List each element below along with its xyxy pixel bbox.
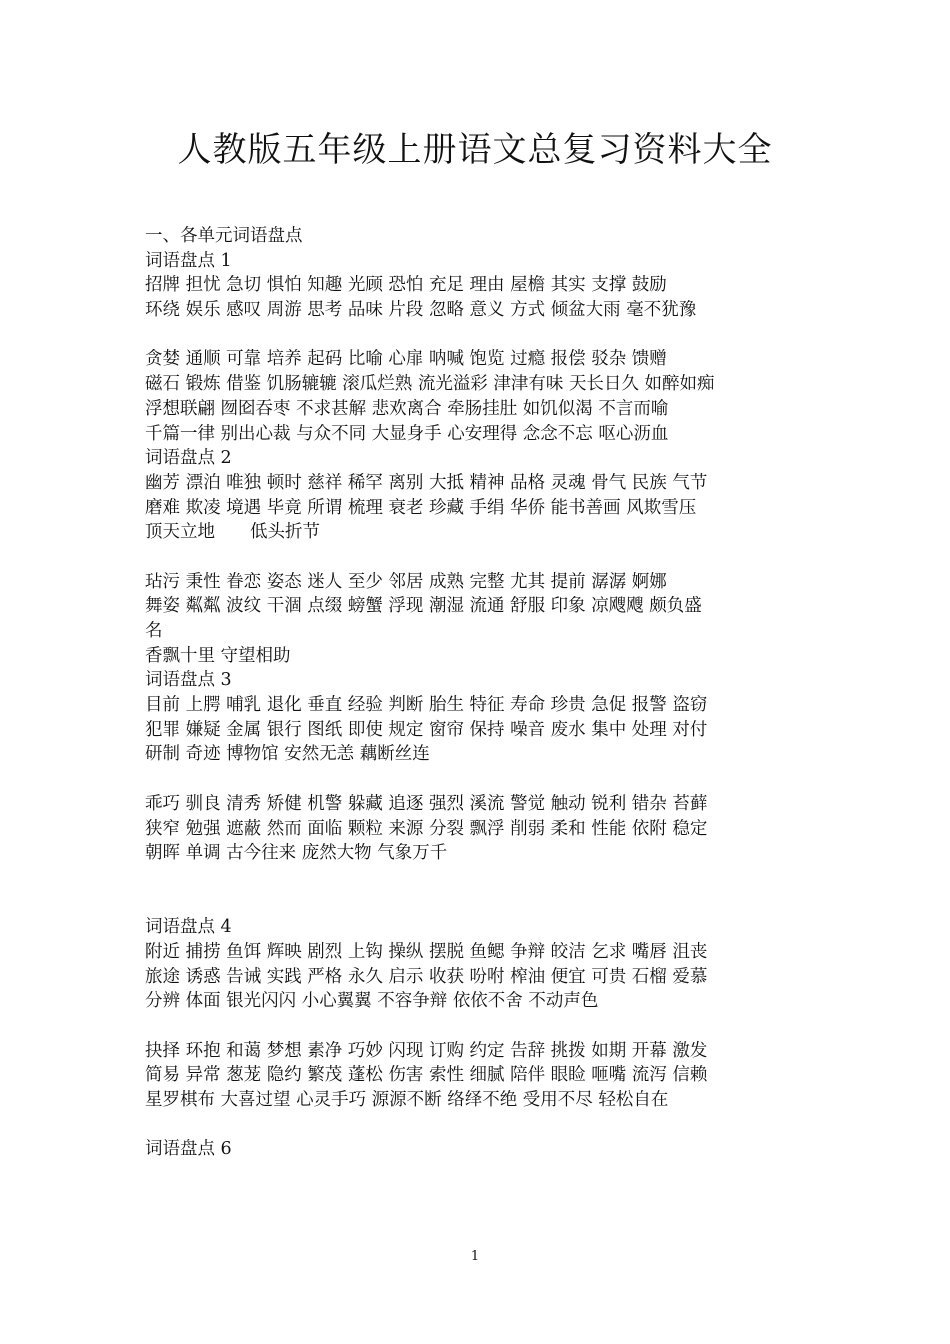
blank-line xyxy=(145,891,810,916)
word-list-line: 环绕 娱乐 感叹 周游 思考 品味 片段 忽略 意义 方式 倾盆大雨 毫不犹豫 xyxy=(145,300,697,321)
word-list-line: 狭窄 勉强 遮蔽 然而 面临 颗粒 来源 分裂 飘浮 削弱 柔和 性能 依附 稳定 xyxy=(145,818,708,839)
word-list-line: 磁石 锻炼 借鉴 饥肠辘辘 滚瓜烂熟 流光溢彩 津津有味 天长日久 如醉如痴 xyxy=(145,374,715,395)
word-list-line: 朝晖 单调 古今往来 庞然大物 气象万千 xyxy=(145,843,448,864)
word-list-line: 附近 捕捞 鱼饵 辉映 剧烈 上钩 操纵 摆脱 鱼鳃 争辩 皎洁 乞求 嘴唇 沮丧 xyxy=(145,941,708,962)
document-title: 人教版五年级上册语文总复习资料大全 xyxy=(177,130,773,170)
page-number: 1 xyxy=(470,1249,480,1264)
word-list-line: 星罗棋布 大喜过望 心灵手巧 源源不断 络绎不绝 受用不尽 轻松自在 xyxy=(145,1090,669,1111)
group-heading: 词语盘点 1 xyxy=(145,250,232,271)
group-heading: 词语盘点 3 xyxy=(145,670,232,691)
word-list-line: 简易 异常 葱茏 隐约 繁茂 蓬松 伤害 索性 细腻 陪伴 眼睑 咂嘴 流泻 信赖 xyxy=(145,1065,708,1086)
blank-line xyxy=(145,1113,810,1138)
word-list-line: 名 xyxy=(145,621,163,641)
word-list-line: 目前 上腭 哺乳 退化 垂直 经验 判断 胎生 特征 寿命 珍贵 急促 报警 盗窃 xyxy=(145,695,708,716)
section-heading: 一、各单元词语盘点 xyxy=(145,226,303,246)
word-list-line: 乖巧 驯良 清秀 矫健 机警 躲藏 追逐 强烈 溪流 警觉 触动 锐利 错杂 苔藓 xyxy=(145,793,708,814)
blank-line xyxy=(145,767,810,792)
word-list-line: 浮想联翩 囫囵吞枣 不求甚解 悲欢离合 牵肠挂肚 如饥似渴 不言而喻 xyxy=(145,398,669,419)
document-body xyxy=(145,224,810,1162)
word-list-line: 分辨 体面 银光闪闪 小心翼翼 不容争辩 依依不舍 不动声色 xyxy=(145,991,599,1012)
word-list-line: 幽芳 漂泊 唯独 顿时 慈祥 稀罕 离别 大抵 精神 品格 灵魂 骨气 民族 气节 xyxy=(145,472,708,493)
word-list-line: 研制 奇迹 博物馆 安然无恙 藕断丝连 xyxy=(145,744,430,765)
word-list-line: 犯罪 嫌疑 金属 银行 图纸 即使 规定 窗帘 保持 噪音 废水 集中 处理 对付 xyxy=(145,719,708,740)
word-list-line: 香飘十里 守望相助 xyxy=(145,645,291,666)
word-list-line: 贪婪 通顺 可靠 培养 起码 比喻 心扉 呐喊 饱览 过瘾 报偿 驳杂 馈赠 xyxy=(145,349,667,370)
word-list-line: 顶天立地 低头折节 xyxy=(145,522,320,543)
group-heading: 词语盘点 2 xyxy=(145,448,232,469)
word-list-line: 招牌 担忧 急切 惧怕 知趣 光顾 恐怕 充足 理由 屋檐 其实 支撑 鼓励 xyxy=(145,275,667,296)
blank-line xyxy=(145,323,810,348)
word-list-line: 千篇一律 别出心裁 与众不同 大显身手 心安理得 念念不忘 呕心沥血 xyxy=(145,423,669,444)
group-heading: 词语盘点 6 xyxy=(145,1139,232,1160)
word-list-line: 玷污 秉性 眷恋 姿态 迷人 至少 邻居 成熟 完整 尤其 提前 潺潺 婀娜 xyxy=(145,571,667,592)
word-list-line: 舞姿 粼粼 波纹 干涸 点缀 螃蟹 浮现 潮湿 流通 舒服 印象 凉飕飕 颇负盛 xyxy=(145,596,702,617)
blank-line xyxy=(145,866,810,891)
blank-line xyxy=(145,1014,810,1039)
word-list-line: 抉择 环抱 和蔼 梦想 素净 巧妙 闪现 订购 约定 告辞 挑拨 如期 开幕 激发 xyxy=(145,1040,708,1061)
word-list-line: 磨难 欺凌 境遇 毕竟 所谓 梳理 衰老 珍藏 手绢 华侨 能书善画 风欺雪压 xyxy=(145,497,697,518)
blank-line xyxy=(145,545,810,570)
group-heading: 词语盘点 4 xyxy=(145,917,232,938)
word-list-line: 旅途 诱惑 告诫 实践 严格 永久 启示 收获 吩咐 榨油 便宜 可贵 石榴 爱慕 xyxy=(145,966,708,987)
